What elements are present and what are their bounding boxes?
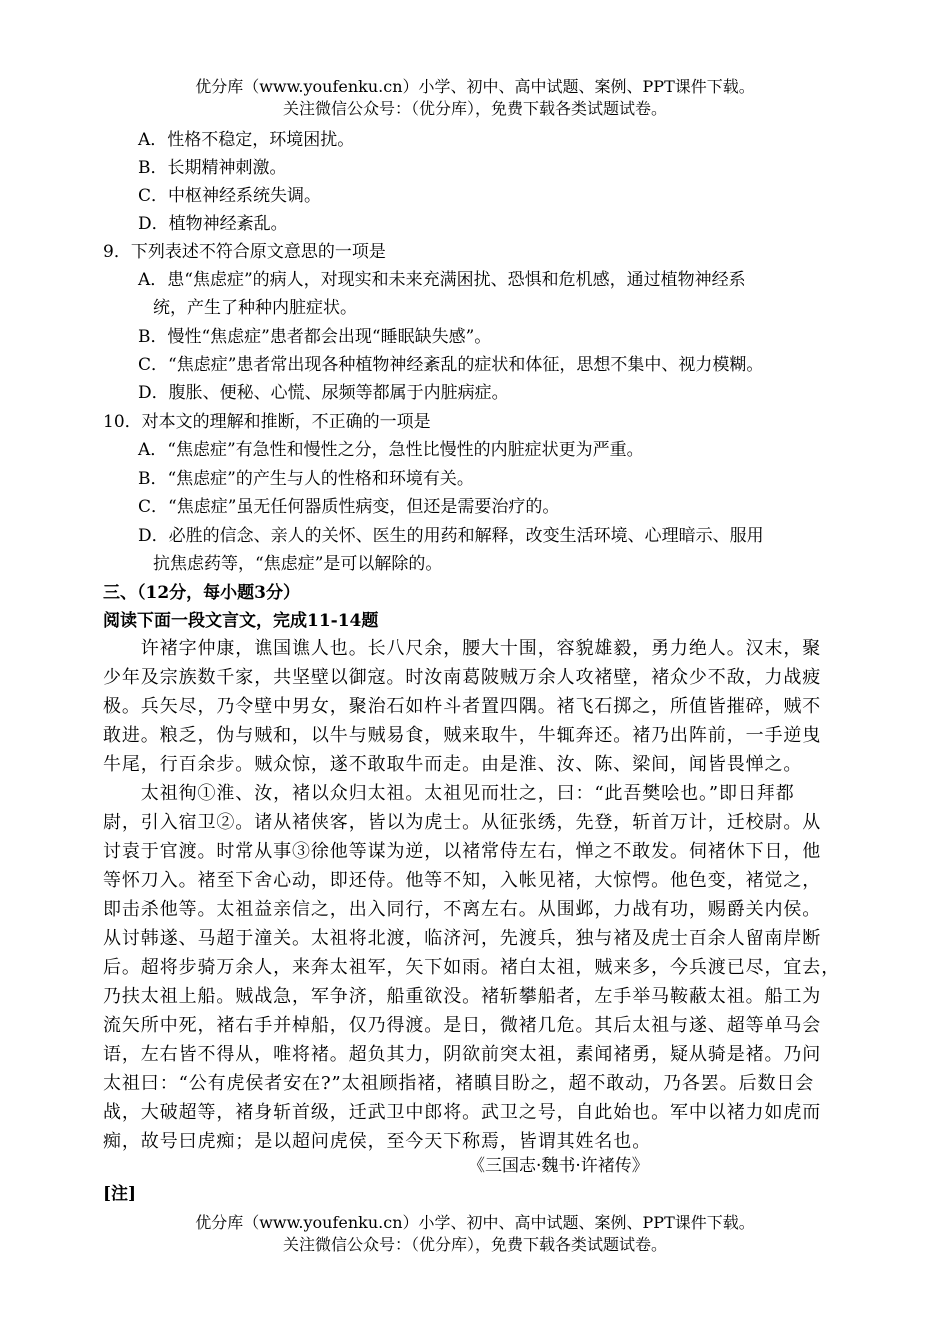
passage-line: 极。兵矢尽，乃令壁中男女，聚治石如杵斗者置四隅。褚飞石掷之，所值皆摧碎，贼不: [103, 696, 822, 717]
q10-option-d-line1: D．必胜的信念、亲人的关怀、医生的用药和解释，改变生活环境、心理暗示、服用: [138, 526, 764, 546]
passage-line: 牛尾，行百余步。贼众惊，遂不敢取牛而走。由是淮、汝、陈、梁间，闻皆畏惮之。: [103, 754, 803, 775]
passage-line: 战，大破超等，褚身斩首级，迁武卫中郎将。武卫之号，自此始也。军中以褚力如虎而: [103, 1102, 822, 1123]
passage-line: 流矢所中死，褚右手并棹船，仅乃得渡。是日，微褚几危。其后太祖与遂、超等单马会: [103, 1015, 822, 1036]
q8-option-a: A．性格不稳定，环境困扰。: [138, 130, 355, 150]
section-3-title: 三、（12分，每小题3分）: [103, 583, 300, 603]
q8-option-d: D．植物神经紊乱。: [138, 214, 288, 234]
q8-option-c: C．中枢神经系统失调。: [138, 186, 322, 206]
passage-line: 尉，引入宿卫②。诸从褚侠客，皆以为虎士。从征张绣，先登，斩首万计，迁校尉。从: [103, 812, 822, 833]
header-line-2: 关注微信公众号：（优分库），免费下载各类试题试卷。: [282, 99, 667, 118]
q9-option-a-line2: 统，产生了种种内脏症状。: [153, 298, 357, 318]
q10-stem: 10．对本文的理解和推断，不正确的一项是: [103, 412, 431, 432]
passage-line: 少年及宗族数千家，共坚壁以御寇。时汝南葛陂贼万余人攻褚壁，褚众少不敌，力战疲: [103, 667, 822, 688]
q9-option-d: D．腹胀、便秘、心慌、尿频等都属于内脏病症。: [138, 383, 509, 403]
passage-line: 敢进。粮乏，伪与贼和，以牛与贼易食，贼来取牛，牛辄奔还。褚乃出阵前，一手逆曳: [103, 725, 822, 746]
q9-option-a-line1: A．患“焦虑症”的病人，对现实和未来充满困扰、恐惧和危机感，通过植物神经系: [138, 270, 746, 290]
passage-line: 太祖曰：“公有虎侯者安在?”太祖顾指褚，褚瞋目盼之，超不敢动，乃各罢。后数日会: [103, 1073, 815, 1094]
passage-line: 语，左右皆不得从，唯将褚。超负其力，阴欲前突太祖，素闻褚勇，疑从骑是褚。乃问: [103, 1044, 822, 1065]
passage-line: 乃扶太祖上船。贼战急，军争济，船重欲没。褚斩攀船者，左手举马鞍蔽太祖。船工为: [103, 986, 822, 1007]
header-line-1: 优分库（www.youfenku.cn）小学、初中、高中试题、案例、PPT课件下载。: [195, 77, 755, 96]
passage-line: 太祖徇①淮、汝，褚以众归太祖。太祖见而壮之，曰：“此吾樊哙也。”即日拜都: [103, 783, 795, 804]
q10-option-d-line2: 抗焦虑药等，“焦虑症”是可以解除的。: [153, 554, 443, 574]
q10-option-b: B．“焦虑症”的产生与人的性格和环境有关。: [138, 469, 474, 489]
passage-line: 后。超将步骑万余人，来奔太祖军，矢下如雨。褚白太祖，贼来多，今兵渡已尽，宜去，: [103, 957, 841, 978]
passage-line: 从讨韩遂、马超于潼关。太祖将北渡，临济河，先渡兵，独与褚及虎士百余人留南岸断: [103, 928, 822, 949]
q10-option-a: A．“焦虑症”有急性和慢性之分，急性比慢性的内脏症状更为严重。: [138, 440, 644, 460]
q10-option-c: C．“焦虑症”虽无任何器质性病变，但还是需要治疗的。: [138, 497, 560, 517]
q8-option-b: B．长期精神刺激。: [138, 158, 287, 178]
passage-line: 痴，故号曰虎痴；是以超问虎侯，至今天下称焉，皆谓其姓名也。: [103, 1131, 652, 1152]
q9-stem: 9．下列表述不符合原文意思的一项是: [103, 242, 386, 262]
section-3-instruction: 阅读下面一段文言文，完成11-14题: [103, 611, 379, 631]
q9-option-c: C．“焦虑症”患者常出现各种植物神经紊乱的症状和体征，思想不集中、视力模糊。: [138, 355, 764, 375]
passage-line: 等怀刀入。褚至下舍心动，即还侍。他等不知，入帐见褚，大惊愕。他色变，褚觉之，: [103, 870, 822, 891]
passage-line: 即击杀他等。太祖益亲信之，出入同行，不离左右。从围邺，力战有功，赐爵关内侯。: [103, 899, 822, 920]
footer-line-1: 优分库（www.youfenku.cn）小学、初中、高中试题、案例、PPT课件下载。: [195, 1213, 755, 1232]
passage-source: 《三国志·魏书·许褚传》: [468, 1156, 649, 1176]
passage-line: 讨袁于官渡。时常从事③徐他等谋为逆，以褚常侍左右，惮之不敢发。伺褚休下日，他: [103, 841, 822, 862]
footer-line-2: 关注微信公众号：（优分库），免费下载各类试题试卷。: [282, 1235, 667, 1254]
q9-option-b: B．慢性“焦虑症”患者都会出现“睡眠缺失感”。: [138, 327, 492, 347]
passage-line: 许褚字仲康，谯国谯人也。长八尺余，腰大十围，容貌雄毅，勇力绝人。汉末，聚: [103, 638, 822, 659]
notes-label: [注]: [103, 1184, 137, 1204]
